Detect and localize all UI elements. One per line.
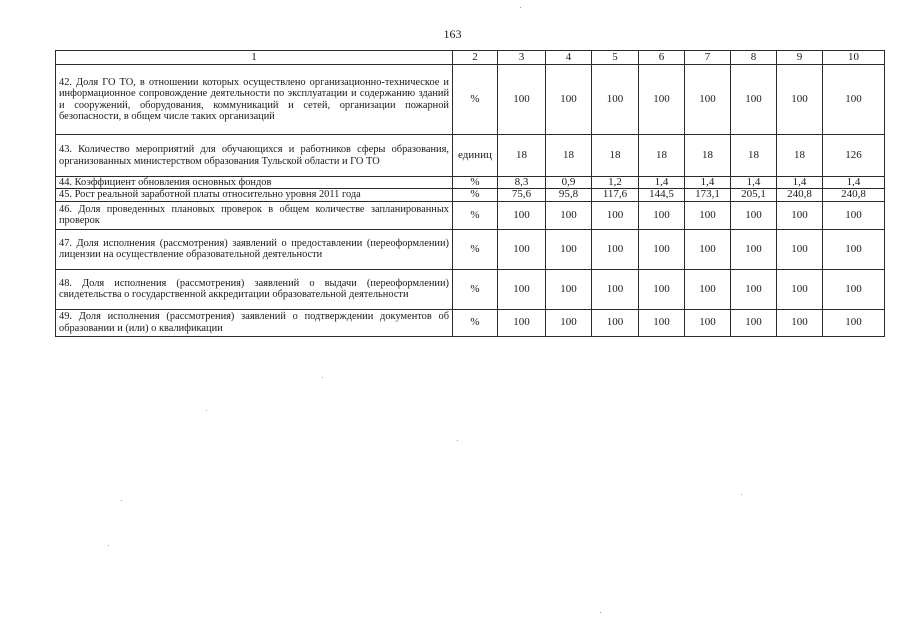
indicator-unit: % [453, 189, 498, 201]
scan-speck [322, 377, 323, 378]
table-row [56, 269, 885, 309]
indicator-value: 18 [546, 135, 592, 177]
indicator-value: 100 [592, 309, 639, 336]
scan-speck [600, 612, 601, 613]
indicator-value: 100 [592, 65, 639, 135]
indicator-value: 8,3 [498, 177, 546, 189]
table-row [56, 229, 885, 269]
indicator-value: 100 [546, 269, 592, 309]
indicator-unit: % [453, 201, 498, 229]
indicator-value: 100 [823, 65, 885, 135]
column-header: 3 [498, 51, 546, 65]
indicator-value: 100 [777, 201, 823, 229]
indicator-value: 1,4 [639, 177, 685, 189]
indicator-name: 43. Количество мероприятий для обучающихся и работников сферы образования, организованных министерством образования Тульской области и ГО ТО [56, 135, 453, 177]
indicator-value: 100 [685, 309, 731, 336]
indicator-value: 100 [639, 269, 685, 309]
indicator-value: 100 [731, 269, 777, 309]
indicator-unit: % [453, 229, 498, 269]
indicator-value: 100 [823, 309, 885, 336]
indicator-name: 45. Рост реальной заработной платы относительно уровня 2011 года [56, 189, 453, 201]
indicator-value: 1,4 [777, 177, 823, 189]
scan-speck [741, 494, 742, 495]
indicator-value: 240,8 [823, 189, 885, 201]
column-header: 5 [592, 51, 639, 65]
indicator-value: 100 [685, 201, 731, 229]
indicator-value: 126 [823, 135, 885, 177]
indicator-value: 100 [685, 229, 731, 269]
indicator-value: 173,1 [685, 189, 731, 201]
indicator-value: 18 [777, 135, 823, 177]
indicator-value: 100 [546, 65, 592, 135]
indicator-value: 100 [685, 269, 731, 309]
indicator-value: 100 [592, 269, 639, 309]
indicator-value: 100 [777, 269, 823, 309]
scan-speck [121, 500, 122, 501]
indicator-value: 100 [592, 201, 639, 229]
table-row [56, 309, 885, 336]
indicator-value: 1,4 [731, 177, 777, 189]
indicator-value: 240,8 [777, 189, 823, 201]
column-header: 7 [685, 51, 731, 65]
indicator-value: 100 [777, 229, 823, 269]
column-header: 10 [823, 51, 885, 65]
table-header-row [56, 51, 885, 65]
indicator-name: 44. Коэффициент обновления основных фондов [56, 177, 453, 189]
column-header: 2 [453, 51, 498, 65]
indicator-value: 100 [639, 201, 685, 229]
indicator-unit: % [453, 177, 498, 189]
indicator-value: 18 [498, 135, 546, 177]
indicator-unit: % [453, 269, 498, 309]
table-row [56, 177, 885, 189]
column-header: 9 [777, 51, 823, 65]
indicator-value: 1,4 [823, 177, 885, 189]
indicator-value: 100 [546, 229, 592, 269]
table-row [56, 135, 885, 177]
indicator-value: 100 [546, 201, 592, 229]
indicator-value: 100 [498, 309, 546, 336]
scan-speck [520, 7, 521, 8]
scan-speck [108, 545, 109, 546]
scan-speck [457, 440, 458, 441]
indicator-value: 100 [777, 309, 823, 336]
indicator-value: 100 [823, 229, 885, 269]
indicator-value: 100 [731, 201, 777, 229]
indicator-name: 42. Доля ГО ТО, в отношении которых осуществлено организационно-техническое и информационное сопровождение деятельности по эксплуатации и содержанию зданий и сооружений, оборудования, коммуникаций и сетей, организации пожарной безопасности, в общем числе таких организаций [56, 65, 453, 135]
indicator-unit: единиц [453, 135, 498, 177]
indicator-value: 100 [731, 309, 777, 336]
indicator-value: 100 [731, 65, 777, 135]
indicator-name: 49. Доля исполнения (рассмотрения) заявлений о подтверждении документов об образовании и (или) о квалификации [56, 309, 453, 336]
indicator-value: 1,2 [592, 177, 639, 189]
indicator-value: 100 [639, 65, 685, 135]
scan-speck [206, 410, 207, 411]
indicator-value: 100 [639, 229, 685, 269]
indicator-unit: % [453, 309, 498, 336]
indicator-value: 100 [498, 65, 546, 135]
indicator-name: 47. Доля исполнения (рассмотрения) заявлений о предоставлении (переоформлении) лицензии на осуществление образовательной деятельности [56, 229, 453, 269]
indicator-value: 100 [592, 229, 639, 269]
indicator-value: 1,4 [685, 177, 731, 189]
table-row [56, 65, 885, 135]
indicator-value: 18 [592, 135, 639, 177]
indicator-value: 100 [546, 309, 592, 336]
indicator-value: 205,1 [731, 189, 777, 201]
column-header: 6 [639, 51, 685, 65]
indicator-value: 18 [639, 135, 685, 177]
indicator-value: 0,9 [546, 177, 592, 189]
column-header: 1 [56, 51, 453, 65]
indicator-value: 144,5 [639, 189, 685, 201]
indicator-value: 75,6 [498, 189, 546, 201]
page-number: 163 [443, 27, 462, 41]
indicators-table [55, 50, 885, 337]
indicator-name: 46. Доля проведенных плановых проверок в общем количестве запланированных проверок [56, 201, 453, 229]
indicator-value: 100 [777, 65, 823, 135]
indicator-value: 18 [731, 135, 777, 177]
indicator-value: 100 [823, 269, 885, 309]
indicator-unit: % [453, 65, 498, 135]
indicator-value: 100 [731, 229, 777, 269]
indicator-value: 100 [498, 269, 546, 309]
indicator-value: 100 [685, 65, 731, 135]
indicator-value: 100 [823, 201, 885, 229]
indicator-value: 95,8 [546, 189, 592, 201]
table-row [56, 201, 885, 229]
column-header: 8 [731, 51, 777, 65]
table-row [56, 189, 885, 201]
indicator-value: 100 [498, 229, 546, 269]
indicator-name: 48. Доля исполнения (рассмотрения) заявлений о выдачи (переоформлении) свидетельства о государственной аккредитации образовательной деятельности [56, 269, 453, 309]
column-header: 4 [546, 51, 592, 65]
indicator-value: 117,6 [592, 189, 639, 201]
indicator-value: 100 [498, 201, 546, 229]
indicator-value: 18 [685, 135, 731, 177]
indicator-value: 100 [639, 309, 685, 336]
